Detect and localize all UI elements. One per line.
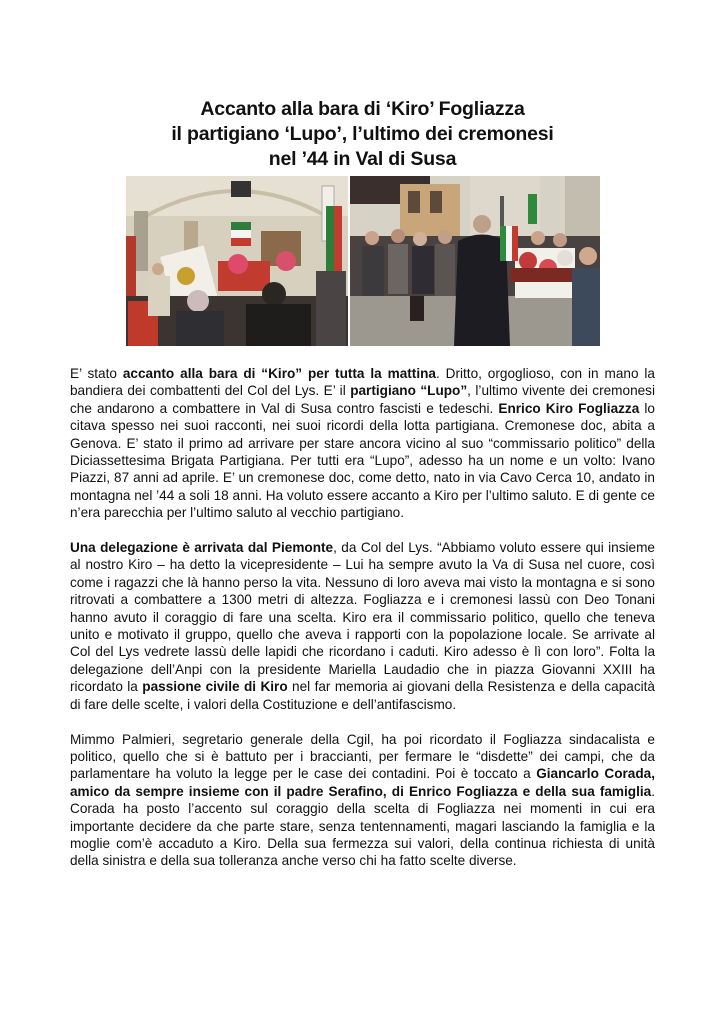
title-line-1: Accanto alla bara di ‘Kiro’ Fogliazza xyxy=(200,98,525,120)
highlight-text: accanto alla bara di “Kiro” per tutta la mattina xyxy=(122,366,436,381)
highlight-text: partigiano “Lupo” xyxy=(350,383,468,399)
paragraph-2 xyxy=(70,539,655,713)
text-span: E’ stato xyxy=(70,366,123,381)
outdoor-crowd-photo xyxy=(350,176,600,346)
title-line-3: nel ’44 in Val di Susa xyxy=(268,148,457,170)
paragraph-1 xyxy=(70,365,655,522)
text-span: Mimmo Palmieri, segretario generale della Cgil, ha poi ricordato il Fogliazza sindacalista e politico, quello che si è battuto per i braccianti, per fermare le “disdette” dei campi, che da parlamentare ha voluto la legge per le case dei contadini. Poi è toccato a xyxy=(70,731,655,782)
text-span: lo citava spesso nei suoi racconti, nei suoi ricordi della lotta partigiana. Cremonese doc, abita a Genova. E’ stato il primo ad arrivare per stare ancora vicino al suo “commissario politico” della Diciassettesima Brigata Partigiana. Per tutti era “Lupo”, adesso ha un nome e un volto: Ivano Piazzi, 87 anni ad aprile. E’ un cremonese doc, come detto, nato in via Cavo Cerca 10, andato in montagna nel ’44 a soli 18 anni. Ha voluto essere accanto a Kiro per l’ultimo saluto. E di gente ce n’era parecchia per l’ultimo saluto al vecchio partigiano. xyxy=(70,400,655,521)
article-body xyxy=(70,365,655,887)
highlight-text: Una delegazione è arrivata dal Piemonte xyxy=(70,540,334,556)
title-line-2: il partigiano ‘Lupo’, l’ultimo dei cremonesi xyxy=(171,123,554,145)
highlight-text: passione civile di Kiro xyxy=(142,679,288,695)
text-span: , l’ultimo vivente dei cremonesi che andarono a combattere in Val di Susa contro fascisti e tedeschi. xyxy=(70,383,656,416)
photo-strip xyxy=(126,176,600,346)
text-span: , da Col del Lys. “Abbiamo voluto essere qui insieme al nostro Kiro – ha detto la vicepresidente – Lui ha sempre avuto la Va di Susa nel cuore, così come i ragazzi che là hanno perso la vita. Nessuno di loro aveva mai visto la montagna e si sono ritrovati a combattere a 1300 metri di altezza. Fogliazza e i cremonesi lassù con Deo Tonani hanno avuto il coraggio di fare una scelta. Kiro era il commissario politico, quello che teneva unito e motivato il gruppo, quello che aveva i rapporti con la popolazione locale. Se arrivate al Col del Lys vedrete lassù delle lapidi che ricordano i caduti. Kiro adesso è lì con loro”. Folta la delegazione dell’Anpi con la presidente Mariella Laudadio che in piazza Giovanni XXIII ha ricordato la xyxy=(70,540,655,695)
indoor-funeral-photo xyxy=(126,176,348,346)
highlight-text: Giancarlo Corada, amico da sempre insieme con il padre Serafino, di Enrico Fogliazza e della sua famiglia xyxy=(70,766,656,799)
text-span: nel far memoria ai giovani della Resistenza e della capacità di fare delle scelte, i valori della Costituzione e dell’antifascismo. xyxy=(70,679,655,712)
paragraph-3 xyxy=(70,731,655,870)
text-span: . Dritto, orgoglioso, con in mano la bandiera dei combattenti del Col del Lys. E’ il xyxy=(70,366,655,399)
text-span: . Corada ha posto l’accento sul coraggio della scelta di Fogliazza nei momenti in cui era importante decidere da che parte stare, senza tentennamenti, magari lasciando la famiglia e la moglie com’è accaduto a Kiro. Della sua fermezza sui valori, della continua richiesta di unità della sinistra e della sua tolleranza anche verso chi ha fatto scelte diverse. xyxy=(70,783,655,869)
article-title xyxy=(60,97,665,172)
highlight-text: Enrico Kiro Fogliazza xyxy=(498,400,640,416)
